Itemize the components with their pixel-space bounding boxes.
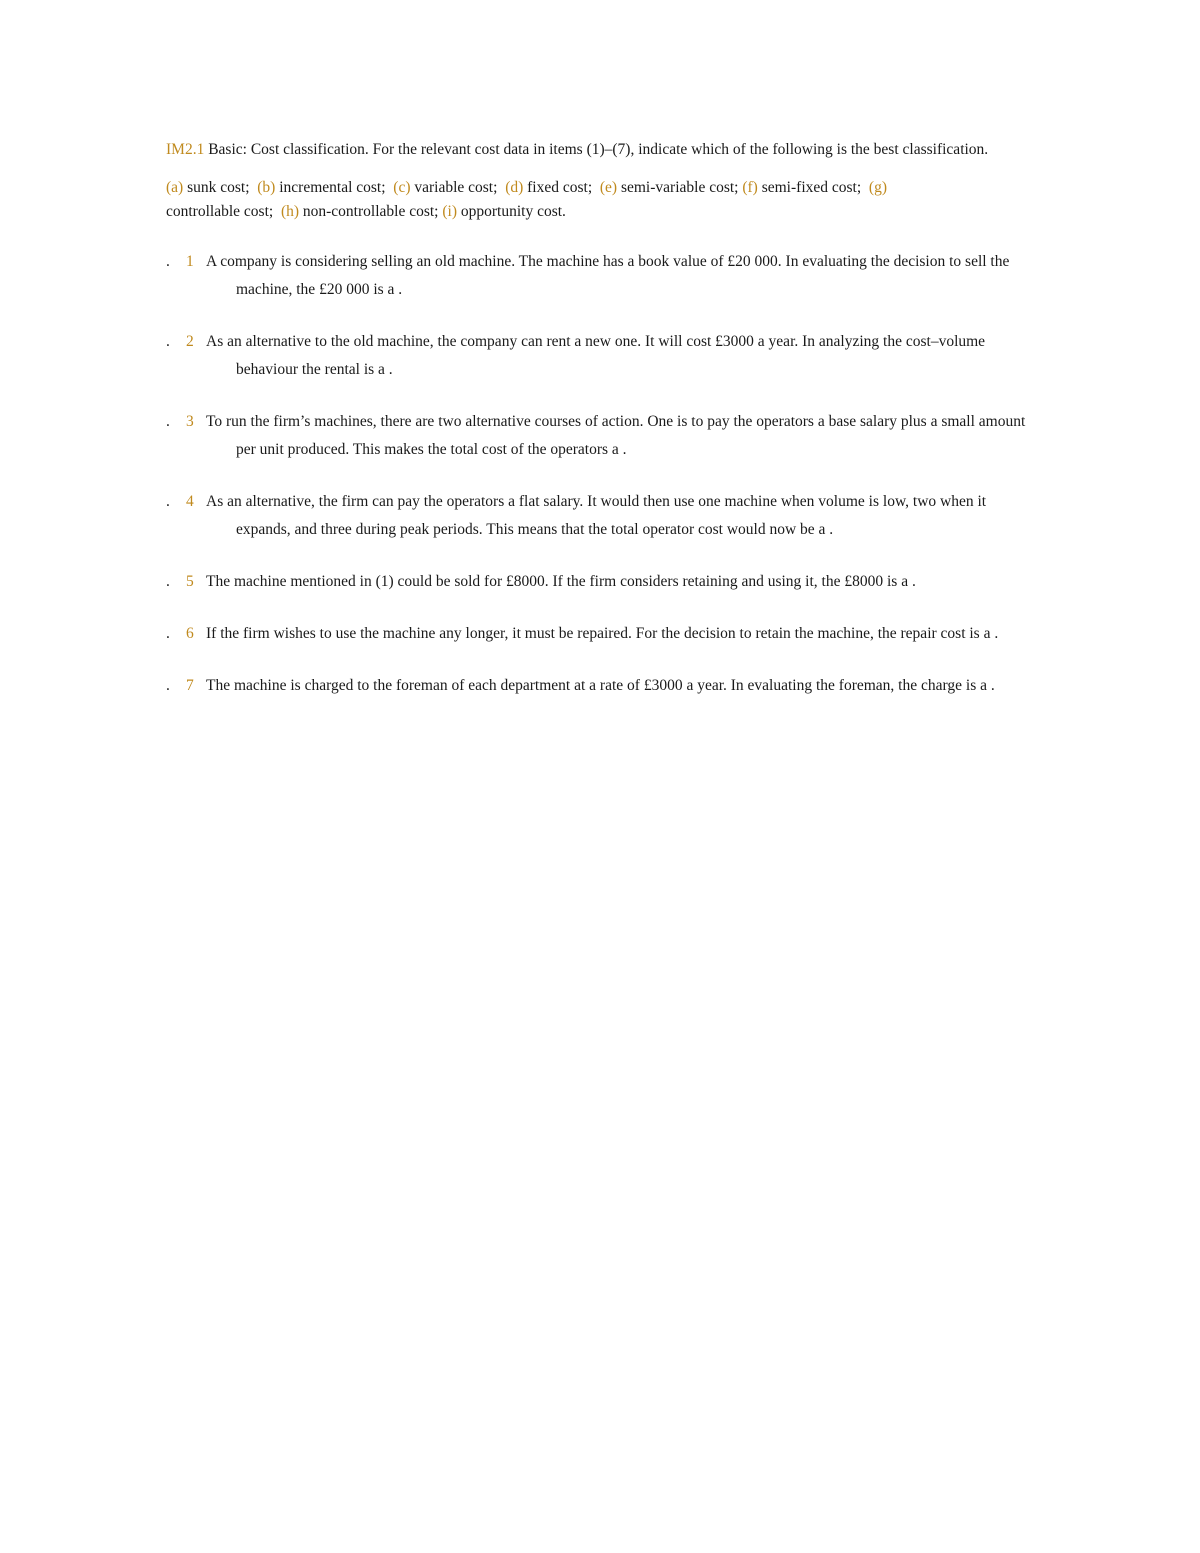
question-item-5 [166,568,1036,596]
option-letter: (i) [442,203,457,220]
item-number: 1 [186,253,194,270]
item-text: The machine is charged to the foreman of each department at a rate of £3000 a year. In evaluating the foreman, the charge is a . [206,677,995,694]
item-bullet: . [166,253,170,270]
item-text: A company is considering selling an old machine. The machine has a book value of £20 000. In evaluating the decision to sell the machine, the £20 000 is a . [206,253,1010,298]
classification-options [166,176,1036,224]
item-bullet: . [166,677,170,694]
option-letter: (g) [868,179,887,196]
item-text: To run the firm’s machines, there are two alternative courses of action. One is to pay the operators a base salary plus a small amount per unit produced. This makes the total cost of the operators a . [206,413,1026,458]
option-b [257,179,385,196]
item-number: 5 [186,573,194,590]
option-a [166,179,250,196]
item-text: If the firm wishes to use the machine any longer, it must be repaired. For the decision to retain the machine, the repair cost is a . [206,625,999,642]
option-letter: (a) [166,179,184,196]
option-d [505,179,592,196]
item-number: 4 [186,493,194,510]
option-letter: (e) [599,179,618,196]
option-label: incremental cost; [279,179,386,196]
exercise-instructions: Basic: Cost classification. For the relevant cost data in items (1)–(7), indicate which of the following is the best classification. [208,141,989,158]
exercise-content [166,140,1036,724]
item-bullet: . [166,333,170,350]
option-label: non-controllable cost; [302,203,439,220]
option-c [393,179,497,196]
item-bullet: . [166,413,170,430]
option-label: sunk cost; [187,179,250,196]
item-number: 6 [186,625,194,642]
question-item-3 [166,408,1036,464]
item-number: 2 [186,333,194,350]
option-label: variable cost; [414,179,498,196]
exercise-header [166,140,1036,160]
question-item-4 [166,488,1036,544]
item-text: As an alternative to the old machine, the company can rent a new one. It will cost £3000 a year. In analyzing the cost–volume behaviour the rental is a . [206,333,986,378]
option-label: fixed cost; [527,179,593,196]
option-label: semi-fixed cost; [761,179,862,196]
option-e [600,179,739,196]
item-number: 7 [186,677,194,694]
item-bullet: . [166,493,170,510]
exercise-code: IM2.1 [166,141,205,158]
item-text: The machine mentioned in (1) could be sold for £8000. If the firm considers retaining and using it, the £8000 is a . [206,573,916,590]
item-number: 3 [186,413,194,430]
question-item-2 [166,328,1036,384]
option-letter: (h) [280,203,300,220]
option-letter: (c) [393,179,411,196]
item-bullet: . [166,625,170,642]
question-item-6 [166,620,1036,648]
option-label: semi-variable cost; [620,179,739,196]
option-label: controllable cost; [166,203,274,220]
option-letter: (f) [742,179,758,196]
item-text: As an alternative, the firm can pay the operators a flat salary. It would then use one machine when volume is low, two when it expands, and three during peak periods. This means that the total operator cost would now be a . [206,493,987,538]
question-item-1 [166,248,1036,304]
option-f [742,179,861,196]
option-label: opportunity cost. [460,203,566,220]
question-item-7 [166,672,1036,700]
item-bullet: . [166,573,170,590]
option-letter: (b) [257,179,276,196]
option-letter: (d) [505,179,524,196]
option-h [281,203,439,220]
question-list [166,248,1036,700]
option-i [442,203,566,220]
